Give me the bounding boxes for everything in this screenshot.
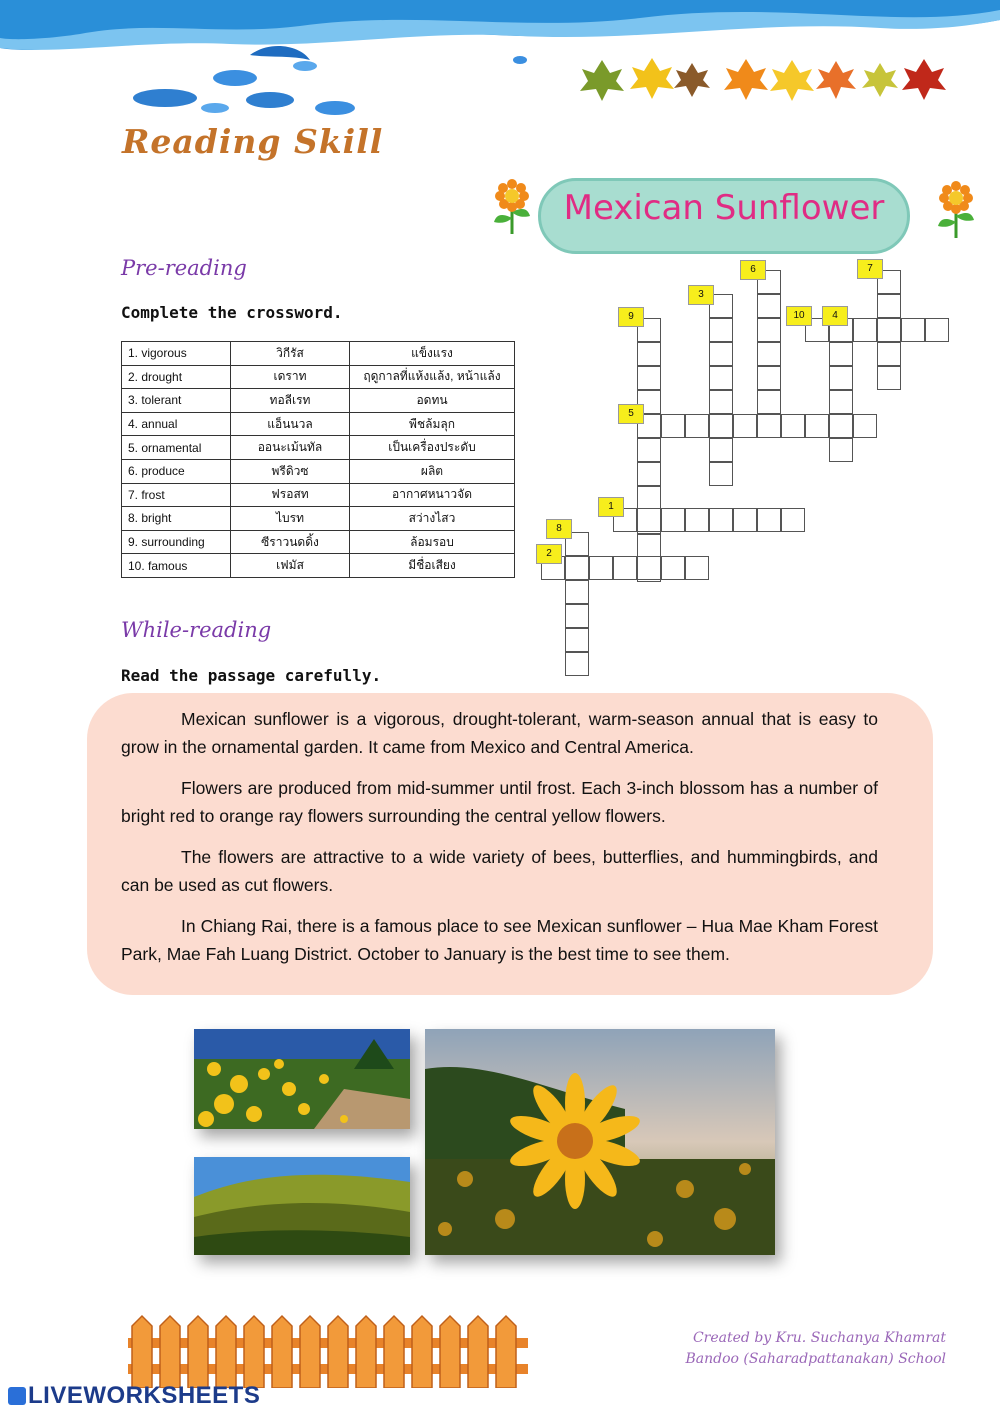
crossword-cell[interactable]	[733, 414, 757, 438]
crossword-cell[interactable]	[829, 390, 853, 414]
crossword-cell[interactable]	[877, 342, 901, 366]
crossword-cell[interactable]	[637, 486, 661, 510]
crossword-clue-number: 4	[822, 306, 848, 326]
crossword-cell[interactable]	[757, 342, 781, 366]
crossword-cell[interactable]	[565, 652, 589, 676]
crossword-cell[interactable]	[829, 414, 853, 438]
crossword-cell[interactable]	[637, 556, 661, 580]
crossword-cell[interactable]	[709, 438, 733, 462]
vocab-row	[122, 365, 515, 389]
crossword-cell[interactable]	[709, 462, 733, 486]
crossword-cell[interactable]	[685, 414, 709, 438]
crossword-cell[interactable]	[757, 508, 781, 532]
crossword-cell[interactable]	[661, 414, 685, 438]
crossword-cell[interactable]	[637, 534, 661, 558]
crossword-cell[interactable]	[709, 390, 733, 414]
vocab-pron: ไบรท	[231, 507, 350, 531]
vocab-row	[122, 389, 515, 413]
pre-reading-heading: Pre-reading	[121, 256, 247, 280]
reading-skill-heading: Reading Skill	[122, 122, 384, 161]
crossword-cell[interactable]	[757, 414, 781, 438]
crossword-cell[interactable]	[757, 318, 781, 342]
crossword-cell[interactable]	[709, 342, 733, 366]
crossword-cell[interactable]	[637, 462, 661, 486]
passage-paragraph: The flowers are attractive to a wide variety of bees, butterflies, and hummingbirds, and can be used as cut flowers.	[121, 847, 878, 895]
passage-paragraph: Mexican sunflower is a vigorous, drought-tolerant, warm-season annual that is easy to grow in the ornamental garden. It came from Mexico and Central America.	[121, 709, 878, 757]
crossword-cell[interactable]	[685, 556, 709, 580]
passage-instruction: Read the passage carefully.	[121, 666, 382, 685]
crossword-cell[interactable]	[565, 604, 589, 628]
vocab-word: 10. famous	[122, 554, 231, 578]
crossword-cell[interactable]	[829, 342, 853, 366]
crossword-cell[interactable]	[661, 508, 685, 532]
vocab-word: 7. frost	[122, 483, 231, 507]
crossword-cell[interactable]	[565, 580, 589, 604]
vocab-meaning: อากาศหนาวจัด	[350, 483, 515, 507]
vocab-pron: แอ็นนวล	[231, 412, 350, 436]
crossword-cell[interactable]	[925, 318, 949, 342]
crossword-cell[interactable]	[661, 556, 685, 580]
crossword-cell[interactable]	[709, 508, 733, 532]
crossword-cell[interactable]	[637, 342, 661, 366]
flower-left-icon	[490, 176, 534, 236]
vocab-meaning: ผลิต	[350, 459, 515, 483]
vocab-pron: เดราท	[231, 365, 350, 389]
crossword-cell[interactable]	[829, 438, 853, 462]
flower-right-icon	[934, 178, 978, 240]
crossword-cell[interactable]	[781, 508, 805, 532]
vocab-row	[122, 436, 515, 460]
crossword-cell[interactable]	[709, 318, 733, 342]
vocab-meaning: ฤดูกาลที่แห้งแล้ง, หน้าแล้ง	[350, 365, 515, 389]
vocab-row	[122, 483, 515, 507]
liveworksheets-logo[interactable]	[8, 1382, 260, 1410]
credit-school: Bandoo (Saharadpattanakan) School	[685, 1351, 946, 1367]
vocab-row	[122, 530, 515, 554]
crossword-clue-number: 1	[598, 497, 624, 517]
brand-name: LIVEWORKSHEETS	[28, 1382, 261, 1409]
crossword-cell[interactable]	[637, 508, 661, 532]
vocab-pron: ออนะเม้นทัล	[231, 436, 350, 460]
crossword-cell[interactable]	[733, 508, 757, 532]
crossword-cell[interactable]	[757, 366, 781, 390]
crossword-cell[interactable]	[805, 414, 829, 438]
crossword-clue-number: 2	[536, 544, 562, 564]
crossword-clue-number: 3	[688, 285, 714, 305]
vocab-row	[122, 554, 515, 578]
vocab-word: 8. bright	[122, 507, 231, 531]
vocab-pron: วิกีรัส	[231, 342, 350, 366]
crossword-cell[interactable]	[685, 508, 709, 532]
crossword-cell[interactable]	[613, 556, 637, 580]
logo-icon	[8, 1387, 26, 1405]
vocab-row	[122, 507, 515, 531]
crossword-cell[interactable]	[565, 628, 589, 652]
vocab-meaning: มีชื่อเสียง	[350, 554, 515, 578]
vocab-meaning: เป็นเครื่องประดับ	[350, 436, 515, 460]
vocab-word: 3. tolerant	[122, 389, 231, 413]
vocab-word: 6. produce	[122, 459, 231, 483]
vocab-meaning: แข็งแรง	[350, 342, 515, 366]
while-reading-heading: While-reading	[121, 618, 272, 642]
vocab-row	[122, 459, 515, 483]
crossword-cell[interactable]	[709, 414, 733, 438]
crossword-cell[interactable]	[829, 366, 853, 390]
vocab-word: 2. drought	[122, 365, 231, 389]
sunflower-field-photo	[194, 1029, 410, 1129]
vocab-pron: ฟรอสท	[231, 483, 350, 507]
sunflower-closeup-photo	[425, 1029, 775, 1255]
vocab-word: 4. annual	[122, 412, 231, 436]
crossword-clue-number: 5	[618, 404, 644, 424]
crossword-clue-number: 10	[786, 306, 812, 326]
credit-author: Created by Kru. Suchanya Khamrat	[692, 1330, 946, 1346]
reading-passage	[121, 706, 878, 982]
vocab-word: 9. surrounding	[122, 530, 231, 554]
crossword-cell[interactable]	[757, 390, 781, 414]
passage-paragraph: In Chiang Rai, there is a famous place to see Mexican sunflower – Hua Mae Kham Forest Park, Mae Fah Luang District. October to January is the best time to see them.	[121, 916, 878, 964]
vocab-meaning: ล้อมรอบ	[350, 530, 515, 554]
vocabulary-table	[121, 341, 515, 578]
crossword-cell[interactable]	[853, 318, 877, 342]
vocab-pron: ทอลีเรท	[231, 389, 350, 413]
passage-paragraph: Flowers are produced from mid-summer until frost. Each 3-inch blossom has a number of bright red to orange ray flowers surrounding the central yellow flowers.	[121, 778, 878, 826]
wooden-fence-decoration	[128, 1312, 528, 1388]
hillside-photo	[194, 1157, 410, 1255]
crossword-clue-number: 6	[740, 260, 766, 280]
crossword-clue-number: 8	[546, 519, 572, 539]
crossword-cell[interactable]	[757, 294, 781, 318]
crossword-cell[interactable]	[877, 294, 901, 318]
page-title: Mexican Sunflower	[563, 188, 885, 228]
crossword-cell[interactable]	[637, 366, 661, 390]
crossword-cell[interactable]	[853, 414, 877, 438]
vocab-pron: เฟมัส	[231, 554, 350, 578]
vocab-pron: ซีราวนดดิ้ง	[231, 530, 350, 554]
crossword-cell[interactable]	[589, 556, 613, 580]
crossword-clue-number: 7	[857, 259, 883, 279]
vocab-word: 5. ornamental	[122, 436, 231, 460]
crossword-cell[interactable]	[877, 318, 901, 342]
vocab-row	[122, 412, 515, 436]
vocab-pron: พรีดิวซ	[231, 459, 350, 483]
vocab-row	[122, 342, 515, 366]
crossword-cell[interactable]	[637, 438, 661, 462]
crossword-cell[interactable]	[565, 556, 589, 580]
crossword-cell[interactable]	[901, 318, 925, 342]
credit-text	[686, 1328, 947, 1370]
crossword-clue-number: 9	[618, 307, 644, 327]
vocab-word: 1. vigorous	[122, 342, 231, 366]
crossword-cell[interactable]	[781, 414, 805, 438]
vocab-meaning: พืชล้มลุก	[350, 412, 515, 436]
crossword-cell[interactable]	[709, 366, 733, 390]
autumn-leaves-decoration	[580, 55, 950, 105]
crossword-cell[interactable]	[877, 366, 901, 390]
vocab-meaning: สว่างไสว	[350, 507, 515, 531]
crossword-instruction: Complete the crossword.	[121, 303, 343, 322]
vocab-meaning: อดทน	[350, 389, 515, 413]
